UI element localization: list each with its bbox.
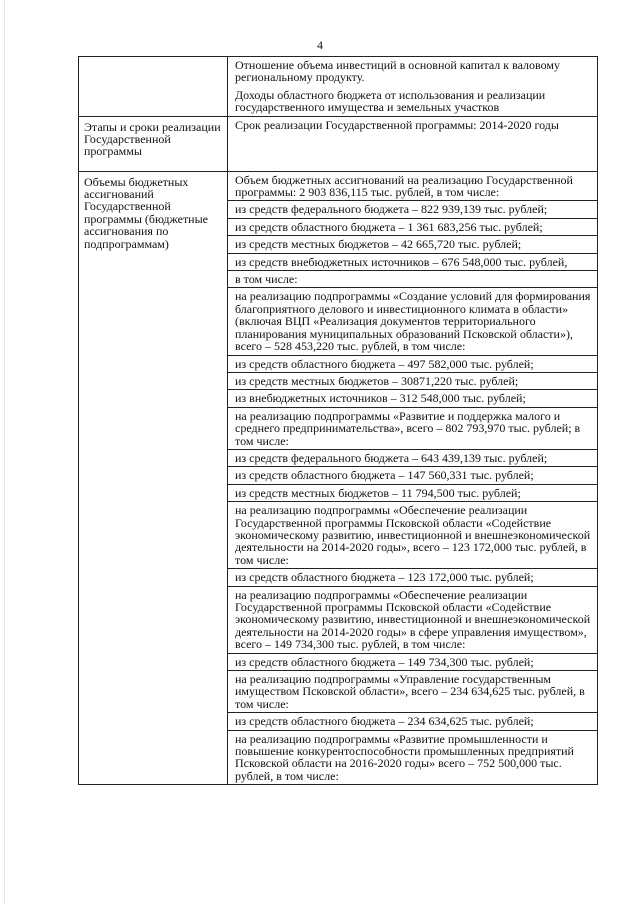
content-paragraph: из внебюджетных источников – 312 548,000 тыс. рублей;: [228, 389, 597, 406]
program-passport-table: [78, 56, 598, 785]
content-paragraph: из средств местных бюджетов – 30871,220 тыс. рублей;: [228, 372, 597, 389]
content-paragraph: на реализацию подпрограммы «Создание условий для формирования благоприятного делового и инвестиционного климата в области» (включая ВЦП «Реализация документов территориального планирования муниципальных образований Псковской области»), всего – 528 453,220 тыс. рублей, в том числе:: [228, 287, 597, 354]
content-paragraph: на реализацию подпрограммы «Развитие и поддержка малого и среднего предпринимательства», всего – 802 793,970 тыс. рублей; в том числе:: [228, 407, 597, 449]
row-label-cell: [79, 57, 228, 117]
content-paragraph: из средств областного бюджета – 149 734,300 тыс. рублей;: [228, 653, 597, 670]
table-row: [79, 57, 598, 117]
table-row: [79, 171, 598, 785]
content-paragraph: из средств областного бюджета – 497 582,000 тыс. рублей;: [228, 355, 597, 372]
row-content-cell: [228, 57, 598, 117]
row-content-cell: [228, 116, 598, 171]
content-paragraph: Доходы областного бюджета от использования и реализации государственного имущества и земельных участков: [235, 87, 546, 115]
row-label: Этапы и сроки реализации Государственной программы: [84, 119, 221, 159]
content-paragraph: из средств федерального бюджета – 643 439,139 тыс. рублей;: [228, 449, 597, 466]
content-paragraph: Объем бюджетных ассигнований на реализацию Государственной программы: 2 903 836,115 тыс. рублей, в том числе:: [235, 172, 573, 200]
content-paragraph: на реализацию подпрограммы «Управление государственным имуществом Псковской области», всего – 234 634,625 тыс. рублей, в том числе:: [228, 670, 597, 712]
table-row: [79, 116, 598, 171]
content-paragraph: на реализацию подпрограммы «Обеспечение реализации Государственной программы Псковской области «Содействие экономическому развитию, инвестиционной и внешнеэкономической деятельности на 2014-2020 годы» в сфере управления имуществом», всего – 149 734,300 тыс. рублей, в том числе:: [228, 586, 597, 653]
content-paragraph: Отношение объема инвестиций в основной капитал к валовому региональному продукту.: [235, 58, 560, 85]
content-paragraph: из средств областного бюджета – 123 172,000 тыс. рублей;: [228, 568, 597, 585]
row-label-cell: [79, 116, 228, 171]
content-paragraph: из средств областного бюджета – 234 634,625 тыс. рублей;: [228, 712, 597, 729]
content-paragraph: из средств федерального бюджета – 822 939,139 тыс. рублей;: [228, 200, 597, 217]
content-paragraph: в том числе:: [228, 270, 597, 287]
content-paragraph: из средств местных бюджетов – 42 665,720 тыс. рублей;: [228, 235, 597, 252]
row-label-cell: [79, 171, 228, 785]
content-paragraph: из средств внебюджетных источников – 676 548,000 тыс. рублей,: [228, 253, 597, 270]
content-paragraph: Срок реализации Государственной программы: 2014-2020 годы: [235, 117, 559, 132]
content-paragraph: из средств областного бюджета – 147 560,331 тыс. рублей;: [228, 466, 597, 483]
content-paragraph: на реализацию подпрограммы «Обеспечение реализации Государственной программы Псковской области «Содействие экономическому развитию, инвестиционной и внешнеэкономической деятельности на 2014-2020 годы», всего – 123 172,000 тыс. рублей, в том числе:: [228, 501, 597, 568]
content-paragraph: из средств областного бюджета – 1 361 683,256 тыс. рублей;: [228, 218, 597, 235]
row-label: Объемы бюджетных ассигнований Государственной программы (бюджетные ассигнования по подпрограммам): [84, 174, 208, 251]
row-content-cell: [228, 171, 598, 785]
page-number: 4: [317, 38, 323, 52]
content-paragraph: из средств местных бюджетов – 11 794,500 тыс. рублей;: [228, 484, 597, 501]
scan-edge-shadow: [4, 0, 5, 905]
content-paragraph: на реализацию подпрограммы «Развитие промышленности и повышение конкурентоспособности промышленных предприятий Псковской области на 2016-2020 годы» всего – 752 500,000 тыс. рублей, в том числе:: [228, 730, 597, 785]
